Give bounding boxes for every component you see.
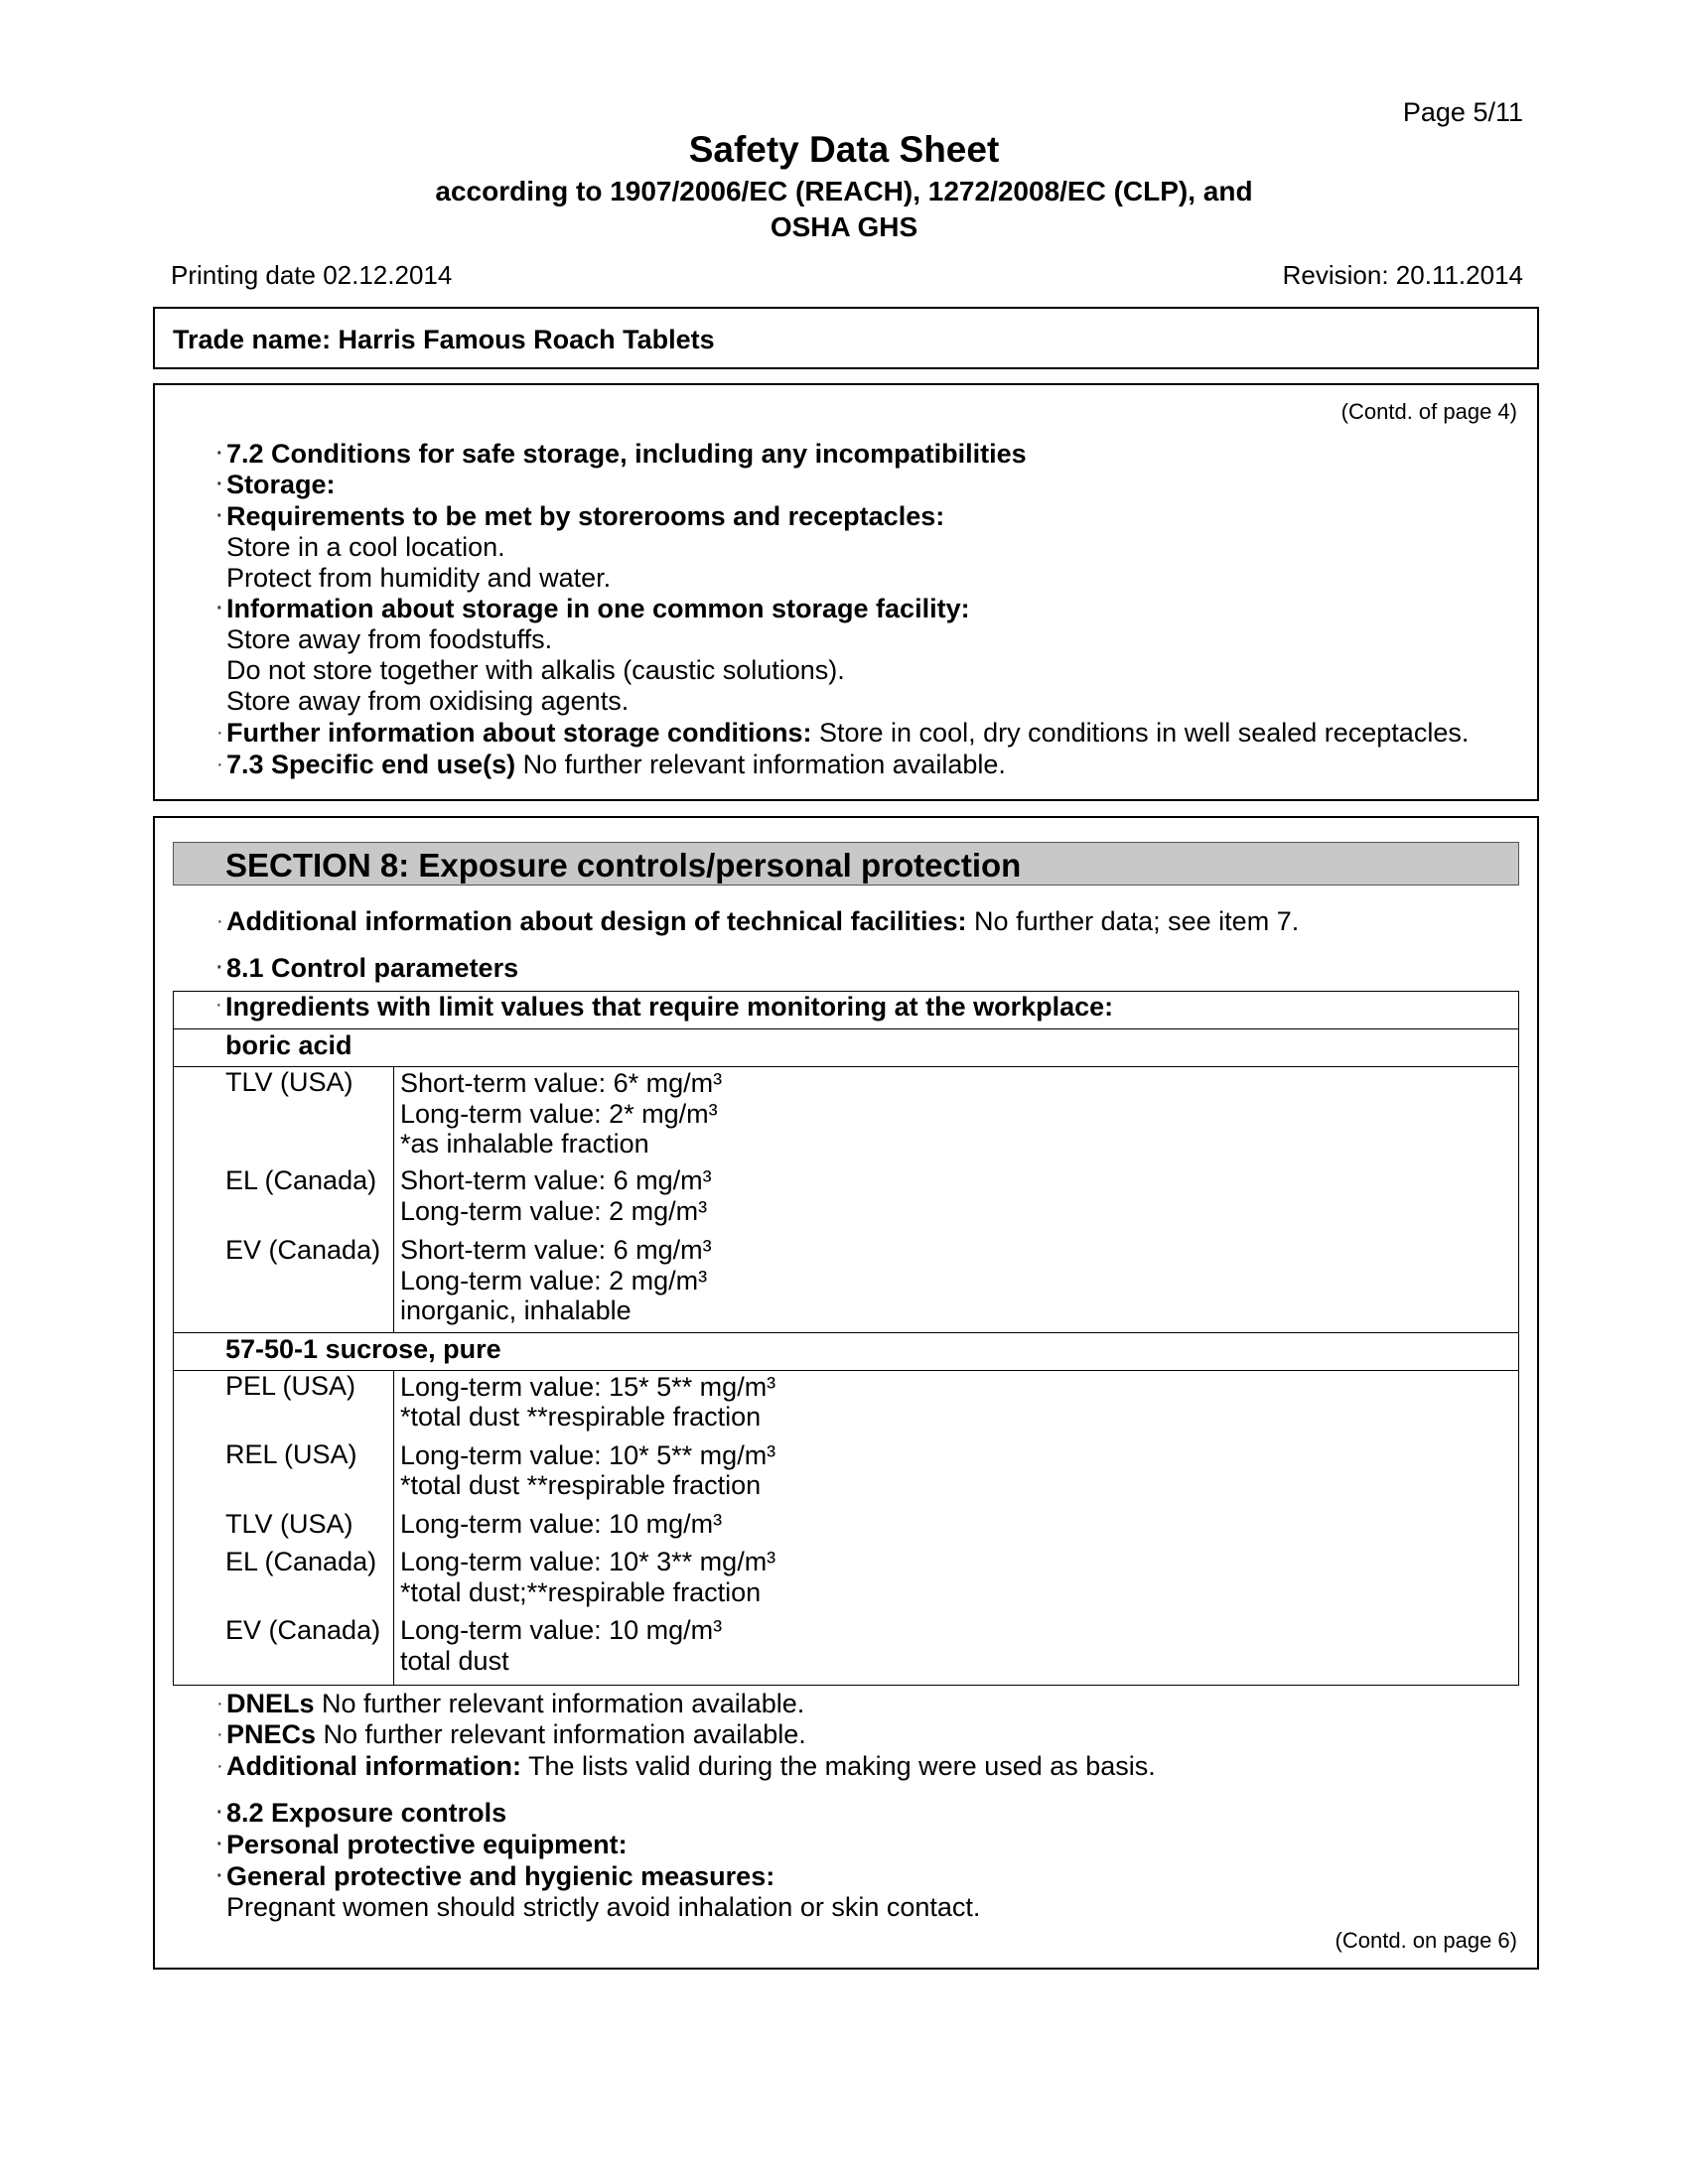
sucrose-rel-long: Long-term value: 10* 5** mg/m³ [400, 1440, 776, 1470]
continued-on: (Contd. on page 6) [1335, 1928, 1517, 1953]
trade-name: Trade name: Harris Famous Roach Tablets [173, 325, 715, 354]
ingredient-sucrose: 57-50-1 sucrose, pure [225, 1334, 501, 1364]
further-storage-info: · Further information about storage conditions: Store in cool, dry conditions in well sealed receptacles. [216, 718, 1470, 748]
sucrose-pel-long: Long-term value: 15* 5** mg/m³ [400, 1372, 776, 1402]
sucrose-pel-label: PEL (USA) [225, 1371, 356, 1401]
boric-el-short: Short-term value: 6 mg/m³ [400, 1165, 712, 1195]
section-8-heading: SECTION 8: Exposure controls/personal protection [173, 842, 1519, 886]
boric-tlv-note: *as inhalable fraction [400, 1129, 649, 1159]
sucrose-rel-note: *total dust **respirable fraction [400, 1470, 762, 1500]
requirements-label: · Requirements to be met by storerooms and receptacles: [216, 501, 945, 531]
revision-date: Revision: 20.11.2014 [1282, 260, 1523, 290]
boric-tlv-long: Long-term value: 2* mg/m³ [400, 1099, 718, 1129]
section-8-box [153, 816, 1539, 1970]
storage-alkalis: Do not store together with alkalis (caustic solutions). [226, 655, 845, 685]
dnels-info: · DNELs No further relevant information available. [216, 1689, 805, 1718]
heading-8-2: · 8.2 Exposure controls [216, 1798, 507, 1828]
subtitle-line-2: OSHA GHS [770, 211, 918, 242]
storage-foodstuffs: Store away from foodstuffs. [226, 624, 553, 654]
heading-7-3: · 7.3 Specific end use(s) No further relevant information available. [216, 750, 1006, 779]
requirement-cool: Store in a cool location. [226, 532, 505, 562]
heading-8-1: · 8.1 Control parameters [216, 953, 519, 983]
hygienic-measures-label: · General protective and hygienic measures: [216, 1861, 775, 1891]
boric-ev-short: Short-term value: 6 mg/m³ [400, 1235, 712, 1265]
heading-7-2: · 7.2 Conditions for safe storage, including any incompatibilities [216, 439, 1027, 469]
ppe-label: · Personal protective equipment: [216, 1830, 628, 1859]
sucrose-ev-note: total dust [400, 1646, 509, 1676]
sucrose-tlv-long: Long-term value: 10 mg/m³ [400, 1509, 723, 1539]
printing-date: Printing date 02.12.2014 [171, 260, 453, 290]
sucrose-el-label: EL (Canada) [225, 1547, 377, 1576]
technical-facilities-info: · Additional information about design of technical facilities: No further data; see item 7. [216, 906, 1300, 936]
page-number: Page 5/11 [1402, 97, 1523, 127]
pnecs-info: · PNECs No further relevant information available. [216, 1719, 806, 1749]
sucrose-pel-note: *total dust **respirable fraction [400, 1402, 762, 1432]
section-7-box [153, 383, 1539, 801]
boric-ev-long: Long-term value: 2 mg/m³ [400, 1266, 708, 1296]
ingredient-boric-acid: boric acid [225, 1030, 352, 1060]
boric-ev-label: EV (Canada) [225, 1235, 381, 1265]
boric-el-label: EL (Canada) [225, 1165, 377, 1195]
sucrose-el-long: Long-term value: 10* 3** mg/m³ [400, 1547, 776, 1576]
sucrose-tlv-label: TLV (USA) [225, 1509, 353, 1539]
limit-values-table: · Ingredients with limit values that require monitoring at the workplace: boric acid TLV (USA) Short-term value: 6* mg/m³ Long-term value: 2* mg/m³ *as inhalable fraction EL (Canada) Short-term value: 6 mg/m³ Long-term value: 2 mg/m³ EV (Canada) Short-term value: 6 mg/m³ Long-term value: 2 mg/m³ inorganic, inhalable 57-50-1 sucrose, pure PEL (USA) Long-term value: 15* 5** mg/m³ *total dust **respirable fraction REL (USA) Long-term value: 10* 5** mg/m³ *total dust **respirable fraction TLV (USA) Long-term value: 10 mg/m³ EL (Canada) Long-term value: 10* 3** mg/m³ *total dust;**respirable fraction EV (Canada) Long-term value: 10 mg/m³ total dust [173, 991, 1519, 1686]
common-storage-label: · Information about storage in one common storage facility: [216, 594, 970, 623]
requirement-humidity: Protect from humidity and water. [226, 563, 612, 593]
document-subtitle [0, 174, 1688, 245]
sucrose-ev-label: EV (Canada) [225, 1615, 381, 1645]
pregnant-women-note: Pregnant women should strictly avoid inhalation or skin contact. [226, 1892, 981, 1922]
continued-from: (Contd. of page 4) [1340, 399, 1517, 424]
boric-el-long: Long-term value: 2 mg/m³ [400, 1196, 708, 1226]
trade-name-box [153, 307, 1539, 369]
subtitle-line-1: according to 1907/2006/EC (REACH), 1272/2008/EC (CLP), and [435, 176, 1253, 206]
table-header: Ingredients with limit values that require monitoring at the workplace: [225, 992, 1114, 1022]
sucrose-ev-long: Long-term value: 10 mg/m³ [400, 1615, 723, 1645]
document-title: Safety Data Sheet [688, 129, 1000, 170]
boric-tlv-label: TLV (USA) [225, 1067, 353, 1097]
boric-tlv-short: Short-term value: 6* mg/m³ [400, 1068, 723, 1098]
sucrose-rel-label: REL (USA) [225, 1439, 357, 1469]
storage-label: · Storage: [216, 470, 336, 499]
sucrose-el-note: *total dust;**respirable fraction [400, 1577, 762, 1607]
boric-ev-note: inorganic, inhalable [400, 1296, 632, 1325]
additional-info: · Additional information: The lists valid during the making were used as basis. [216, 1751, 1156, 1781]
storage-oxidising: Store away from oxidising agents. [226, 686, 630, 716]
